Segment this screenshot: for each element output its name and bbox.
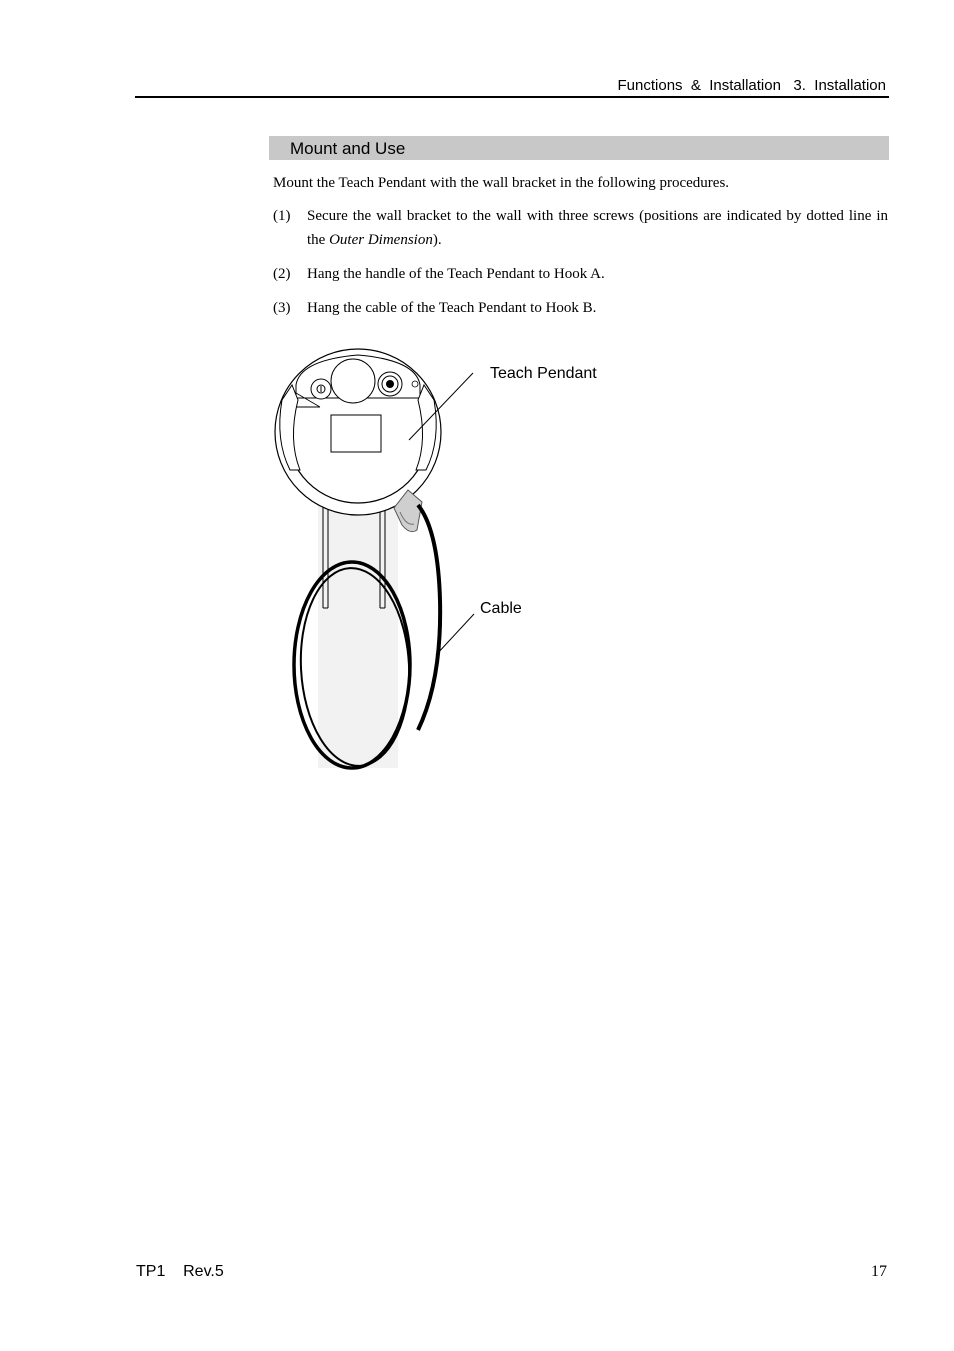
header-rule	[135, 96, 889, 98]
step-number: (2)	[273, 266, 291, 282]
wall-bracket	[318, 488, 398, 768]
section-heading-bar	[269, 136, 889, 160]
step-1	[273, 204, 888, 252]
step-2	[273, 262, 888, 286]
step-text: Hang the cable of the Teach Pendant to Hook B.	[307, 300, 597, 316]
pendant-cable	[418, 505, 440, 730]
footer-doc-id: TP1 Rev.5	[136, 1263, 224, 1280]
page-number: 17	[871, 1263, 887, 1280]
running-header: Functions & Installation 3. Installation	[617, 77, 886, 94]
label-cable: Cable	[480, 600, 522, 617]
pendant-display	[331, 415, 381, 452]
step-number: (1)	[273, 208, 291, 224]
intro-paragraph: Mount the Teach Pendant with the wall bracket in the following procedures.	[273, 175, 730, 191]
emergency-stop-area	[331, 359, 375, 403]
step-3	[273, 296, 888, 320]
label-teach-pendant: Teach Pendant	[490, 365, 597, 382]
step-text: Secure the wall bracket to the wall with three screws (positions are indicated by dotted line in the Outer Dimension).	[307, 208, 888, 248]
teach-pendant-illustration	[265, 345, 665, 785]
step-text: Hang the handle of the Teach Pendant to Hook A.	[307, 266, 605, 282]
outer-dimension-reference: Outer Dimension	[329, 232, 433, 248]
section-title: Mount and Use	[290, 139, 406, 158]
step-number: (3)	[273, 300, 291, 316]
